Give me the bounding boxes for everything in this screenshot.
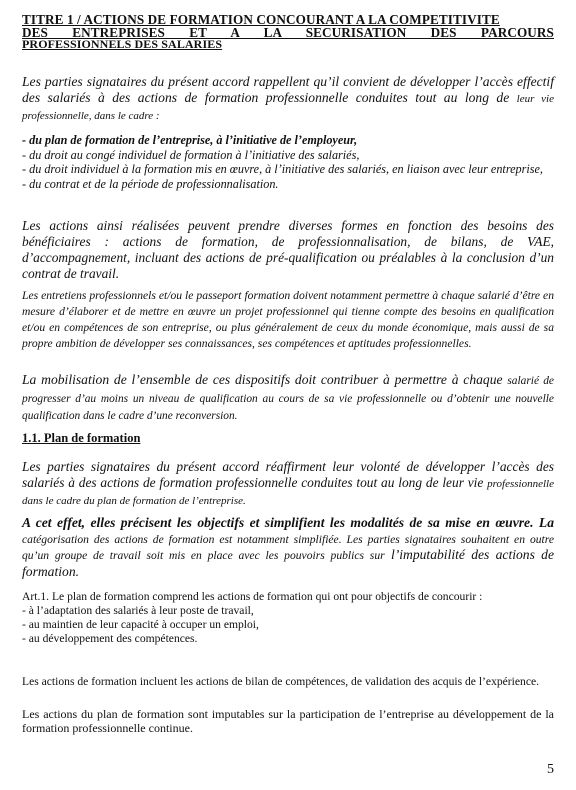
document-title xyxy=(22,14,554,51)
plan-tail: professionnelle dans le cadre du plan de formation de l’entreprise. xyxy=(22,477,554,507)
title-line-3: PROFESSIONNELS DES SALARIES xyxy=(22,37,223,51)
effet-end: l’imputabilité des actions de formation. xyxy=(22,547,555,579)
mobilisation-main: La mobilisation de l’ensemble de ces dispositifs doit contribuer à permettre à chaque xyxy=(22,372,503,387)
list-item: - au maintien de leur capacité à occuper un emploi, xyxy=(22,618,259,631)
list-item: - à l’adaptation des salariés à leur poste de travail, xyxy=(22,604,254,617)
title-line-1: TITRE 1 / ACTIONS DE FORMATION CONCOURANT A LA COMPETITIVITE xyxy=(22,12,500,27)
plan-paragraph xyxy=(22,459,554,510)
effet-main: A cet effet, elles précisent les objectifs et simplifient les modalités de sa mise en œuvre. La xyxy=(22,515,554,530)
page-number: 5 xyxy=(547,762,554,777)
section-heading: 1.1. Plan de formation xyxy=(22,431,141,445)
mobilisation-paragraph xyxy=(22,372,554,425)
dispositifs-list xyxy=(22,133,554,191)
list-item: - du droit individuel à la formation mis en œuvre, à l’initiative des salariés, en liaison avec leur entreprise, xyxy=(22,162,543,177)
entretiens-paragraph: Les entretiens professionnels et/ou le passeport formation doivent notamment permettre à chaque salarié d’être en mesure d’élaborer et de mettre en œuvre un projet professionnel qui tienne compte des besoins en qualification et/ou en compétences de son entreprise, ou plus généralement de ceux du monde économique, mais aussi de sa propre ambition de développer ses connaissances, ses compétences et aptitudes professionnelles. xyxy=(22,289,554,350)
intro-tail: leur vie professionnelle, dans le cadre : xyxy=(22,93,554,122)
mobilisation-tail: salarié de progresser d’au moins un niveau de qualification au cours de sa vie professionnelle ou d’obtenir une nouvelle qualification dans le cadre d’une reconversion. xyxy=(22,375,554,422)
actions-paragraph: Les actions ainsi réalisées peuvent prendre diverses formes en fonction des besoins des bénéficiaires : actions de formation, de professionnalisation, de bilans, de VAE, d’accompagnement, incluant des actions de pré-qualification ou préalables à la conclusion d’un contrat de travail. xyxy=(22,218,554,281)
list-item: - au développement des compétences. xyxy=(22,632,198,645)
list-item: - du contrat et de la période de professionnalisation. xyxy=(22,176,279,191)
article-1 xyxy=(22,590,554,646)
intro-main: Les parties signataires du présent accord rappellent qu’il convient de développer l’accès effectif des salariés à des actions de formation professionnelle conduites tout au long de xyxy=(22,74,554,105)
imputation-paragraph: Les actions du plan de formation sont imputables sur la participation de l’entreprise au développement de la formation professionnelle continue. xyxy=(22,707,554,735)
intro-paragraph xyxy=(22,74,554,124)
title-line-2: DES ENTREPRISES ET A LA SECURISATION DES PARCOURS xyxy=(22,24,554,40)
effet-paragraph xyxy=(22,515,554,579)
effet-tail: catégorisation des actions de formation est notamment simplifiée. Les parties signataires souhaitent en outre qu’un groupe de travail soit mis en place avec les pouvoirs publics sur xyxy=(22,532,554,562)
list-item: - du plan de formation de l’entreprise, à l’initiative de l’employeur, xyxy=(22,133,358,147)
bilan-paragraph: Les actions de formation incluent les actions de bilan de compétences, de validation des acquis de l’expérience. xyxy=(22,675,540,688)
list-item: - du droit au congé individuel de formation à l’initiative des salariés, xyxy=(22,147,360,162)
article-1-intro: Art.1. Le plan de formation comprend les actions de formation qui ont pour objectifs de concourir : xyxy=(22,590,483,603)
plan-main: Les parties signataires du présent accord réaffirment leur volonté de développer l’accès des salariés à des actions de formation professionnelle conduites tout au long de leur vie xyxy=(22,459,554,490)
